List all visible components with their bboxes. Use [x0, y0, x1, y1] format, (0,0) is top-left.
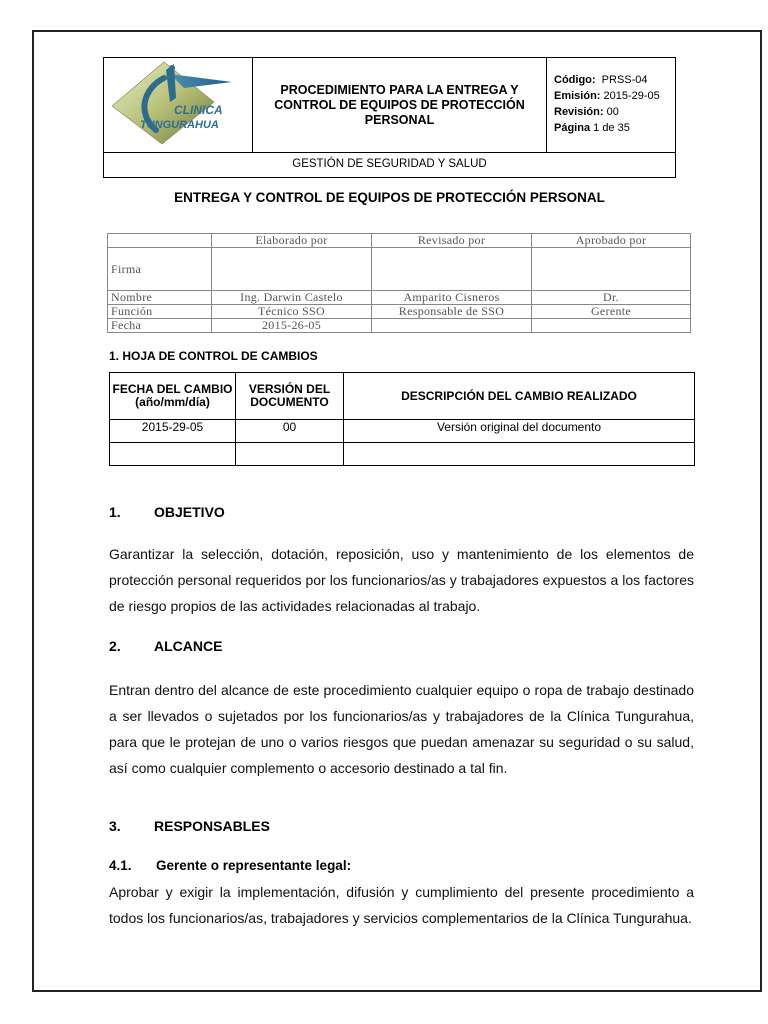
- meta-codigo: Código: PRSS-04: [554, 74, 648, 86]
- row-nombre-label: Nombre: [108, 291, 212, 305]
- change-control-table: [109, 372, 695, 466]
- row-funcion-label: Función: [108, 305, 212, 319]
- col-version: VERSIÓN DEL DOCUMENTO: [236, 373, 344, 420]
- funcion-revisado: Responsable de SSO: [372, 305, 532, 319]
- nombre-aprobado: Dr.: [532, 291, 691, 305]
- firma-elaborado: [212, 248, 372, 291]
- subsection-gerente-heading: 4.1. Gerente o representante legal:: [109, 858, 352, 873]
- logo-graphic: [104, 58, 252, 152]
- funcion-aprobado: Gerente: [532, 305, 691, 319]
- fecha-elaborado: 2015-26-05: [212, 319, 372, 333]
- col-revisado: Revisado por: [372, 234, 532, 248]
- firma-aprobado: [532, 248, 691, 291]
- section-objetivo-heading: 1. OBJETIVO: [109, 504, 225, 520]
- logo-text-clinica: CLINICA: [174, 103, 223, 117]
- meta-revision: Revisión: 00: [554, 106, 619, 118]
- clinic-logo: [104, 58, 253, 152]
- document-meta: [547, 58, 675, 152]
- funcion-elaborado: Técnico SSO: [212, 305, 372, 319]
- subsection-gerente-text: Aprobar y exigir la implementación, difusión y cumplimiento del presente procedimiento a todos los funcionarios/as, trabajadores y servicios complementarios de la Clínica Tungurahua.: [109, 884, 694, 926]
- col-aprobado: Aprobado por: [532, 234, 691, 248]
- approvals-table: [107, 233, 691, 333]
- table-row: [110, 420, 695, 443]
- header-subtitle: GESTIÓN DE SEGURIDAD Y SALUD: [104, 152, 675, 177]
- fecha-aprobado: [532, 319, 691, 333]
- section-responsables-heading: 3. RESPONSABLES: [109, 818, 270, 834]
- change-fecha: 2015-29-05: [110, 420, 236, 443]
- section-alcance-text: Entran dentro del alcance de este procedimiento cualquier equipo o ropa de trabajo destinado a ser llevados o sujetados por los funcionarios/as y trabajadores de la Clínica Tungurahua, para que le protejan de uno o varios riesgos que puedan amenazar su seguridad o su salud, así como cualquier complemento o accesorio destinado a tal fin.: [109, 682, 694, 776]
- section-alcance-heading: 2. ALCANCE: [109, 638, 223, 654]
- table-row: [110, 443, 695, 466]
- change-version: 00: [236, 420, 344, 443]
- nombre-elaborado: Ing. Darwin Castelo: [212, 291, 372, 305]
- document-title: ENTREGA Y CONTROL DE EQUIPOS DE PROTECCIÓN PERSONAL: [174, 190, 605, 205]
- col-descripcion: DESCRIPCIÓN DEL CAMBIO REALIZADO: [344, 373, 695, 420]
- fecha-revisado: [372, 319, 532, 333]
- logo-text-tungurahua: TUNGURAHUA: [140, 119, 219, 131]
- firma-revisado: [372, 248, 532, 291]
- document-header: [103, 57, 676, 178]
- change-control-heading: 1. HOJA DE CONTROL DE CAMBIOS: [109, 349, 318, 363]
- col-elaborado: Elaborado por: [212, 234, 372, 248]
- procedure-title: PROCEDIMIENTO PARA LA ENTREGA Y CONTROL DE EQUIPOS DE PROTECCIÓN PERSONAL: [253, 58, 547, 152]
- meta-pagina: Página 1 de 35: [554, 122, 630, 134]
- nombre-revisado: Amparito Cisneros: [372, 291, 532, 305]
- meta-emision: Emisión: 2015-29-05: [554, 90, 660, 102]
- section-objetivo-text: Garantizar la selección, dotación, reposición, uso y mantenimiento de los elementos de protección personal requeridos por los funcionarios/as y trabajadores expuestos a los factores de riesgo propios de las actividades relacionadas al trabajo.: [109, 546, 694, 614]
- row-fecha-label: Fecha: [108, 319, 212, 333]
- change-desc: Versión original del documento: [344, 420, 695, 443]
- col-fecha-cambio: FECHA DEL CAMBIO (año/mm/día): [110, 373, 236, 420]
- row-firma-label: Firma: [108, 248, 212, 291]
